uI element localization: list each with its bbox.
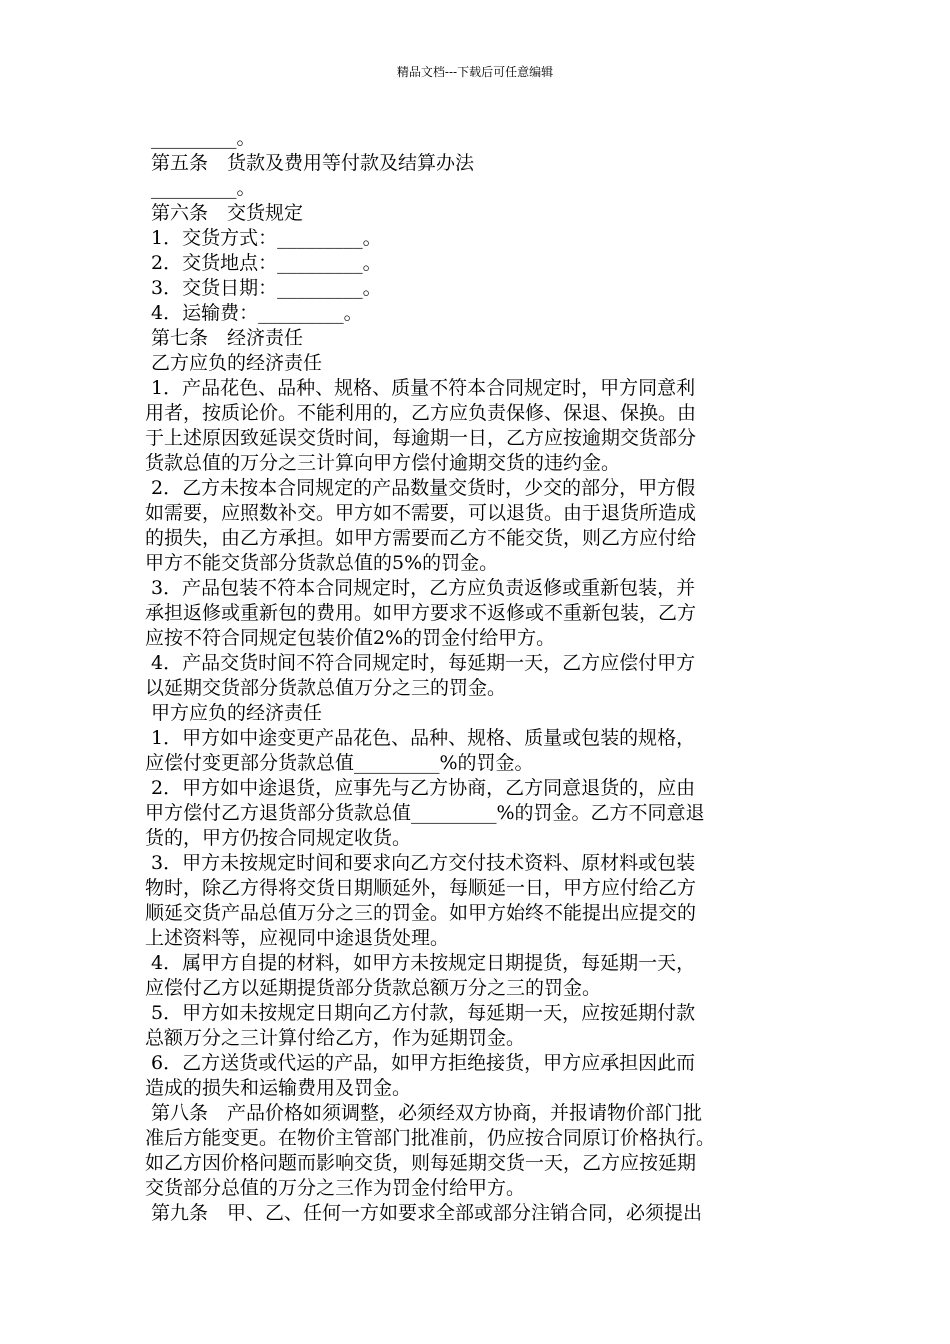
text-line: 物时，除乙方得将交货日期顺延外，每顺延一日，甲方应付给乙方 [145, 877, 697, 899]
text-line: 承担返修或重新包的费用。如甲方要求不返修或不重新包装，乙方 [145, 602, 697, 624]
text-line: 以延期交货部分货款总值万分之三的罚金。 [145, 677, 507, 699]
text-line: 2．乙方未按本合同规定的产品数量交货时，少交的部分，甲方假 [145, 477, 696, 499]
text-line: 准后方能变更。在物价主管部门批准前，仍应按合同原订价格执行。 [145, 1127, 716, 1149]
text-line: 总额万分之三计算付给乙方，作为延期罚金。 [145, 1027, 526, 1049]
text-line: 4．产品交货时间不符合同规定时，每延期一天，乙方应偿付甲方 [145, 652, 696, 674]
text-line: 1．交货方式：_________。 [145, 227, 382, 249]
text-line: 用者，按质论价。不能利用的，乙方应负责保修、保退、保换。由 [145, 402, 697, 424]
text-line: 交货部分总值的万分之三作为罚金付给甲方。 [145, 1177, 526, 1199]
text-line: 4．属甲方自提的材料，如甲方未按规定日期提货，每延期一天， [145, 952, 696, 974]
text-line: 如乙方因价格问题而影响交货，则每延期交货一天，乙方应按延期 [145, 1152, 697, 1174]
text-line: 应偿付变更部分货款总值_________%的罚金。 [145, 752, 534, 774]
text-line: 顺延交货产品总值万分之三的罚金。如甲方始终不能提出应提交的 [145, 902, 697, 924]
text-line: 货的，甲方仍按合同规定收货。 [145, 827, 412, 849]
page-header: 精品文档---下载后可任意编辑 [396, 65, 554, 79]
text-line: 于上述原因致延误交货时间，每逾期一日，乙方应按逾期交货部分 [145, 427, 697, 449]
text-line: 上述资料等，应视同中途退货处理。 [145, 927, 450, 949]
text-line: _________。 [145, 127, 256, 149]
text-line: 3．产品包装不符本合同规定时，乙方应负责返修或重新包装，并 [145, 577, 696, 599]
text-line: 4．运输费：_________。 [145, 302, 363, 324]
text-line: 1．产品花色、品种、规格、质量不符本合同规定时，甲方同意利 [145, 377, 696, 399]
document-body [145, 126, 810, 1226]
text-line: 的损失，由乙方承担。如甲方需要而乙方不能交货，则乙方应付给 [145, 527, 697, 549]
text-line: 货款总值的万分之三计算向甲方偿付逾期交货的违约金。 [145, 452, 621, 474]
text-line: 2．交货地点：_________。 [145, 252, 382, 274]
text-line: 3．交货日期：_________。 [145, 277, 382, 299]
text-line: 应按不符合同规定包装价值2%的罚金付给甲方。 [145, 627, 556, 649]
text-line: 3．甲方未按规定时间和要求向乙方交付技术资料、原材料或包装 [145, 852, 696, 874]
section-heading: 第九条 甲、乙、任何一方如要求全部或部分注销合同，必须提出 [145, 1202, 703, 1224]
section-heading: 第八条 产品价格如须调整，必须经双方协商，并报请物价部门批 [145, 1102, 703, 1124]
text-line: 5．甲方如未按规定日期向乙方付款，每延期一天，应按延期付款 [145, 1002, 696, 1024]
text-line: 1．甲方如中途变更产品花色、品种、规格、质量或包装的规格， [145, 727, 696, 749]
text-line: 6．乙方送货或代运的产品，如甲方拒绝接货，甲方应承担因此而 [145, 1052, 696, 1074]
text-line: 造成的损失和运输费用及罚金。 [145, 1077, 412, 1099]
text-line: 应偿付乙方以延期提货部分货款总额万分之三的罚金。 [145, 977, 602, 999]
section-heading: 第六条 交货规定 [145, 202, 304, 224]
text-line: 如需要，应照数补交。甲方如不需要，可以退货。由于退货所造成 [145, 502, 697, 524]
subsection-heading: 甲方应负的经济责任 [145, 702, 323, 724]
section-heading: 第五条 货款及费用等付款及结算办法 [145, 152, 475, 174]
text-line: 甲方不能交货部分货款总值的5%的罚金。 [145, 552, 499, 574]
text-line: 2．甲方如中途退货，应事先与乙方协商，乙方同意退货的，应由 [145, 777, 696, 799]
text-line: 甲方偿付乙方退货部分货款总值_________%的罚金。乙方不同意退 [145, 802, 705, 824]
section-heading: 第七条 经济责任 [145, 327, 304, 349]
subsection-heading: 乙方应负的经济责任 [145, 352, 323, 374]
text-line: _________。 [145, 177, 256, 199]
